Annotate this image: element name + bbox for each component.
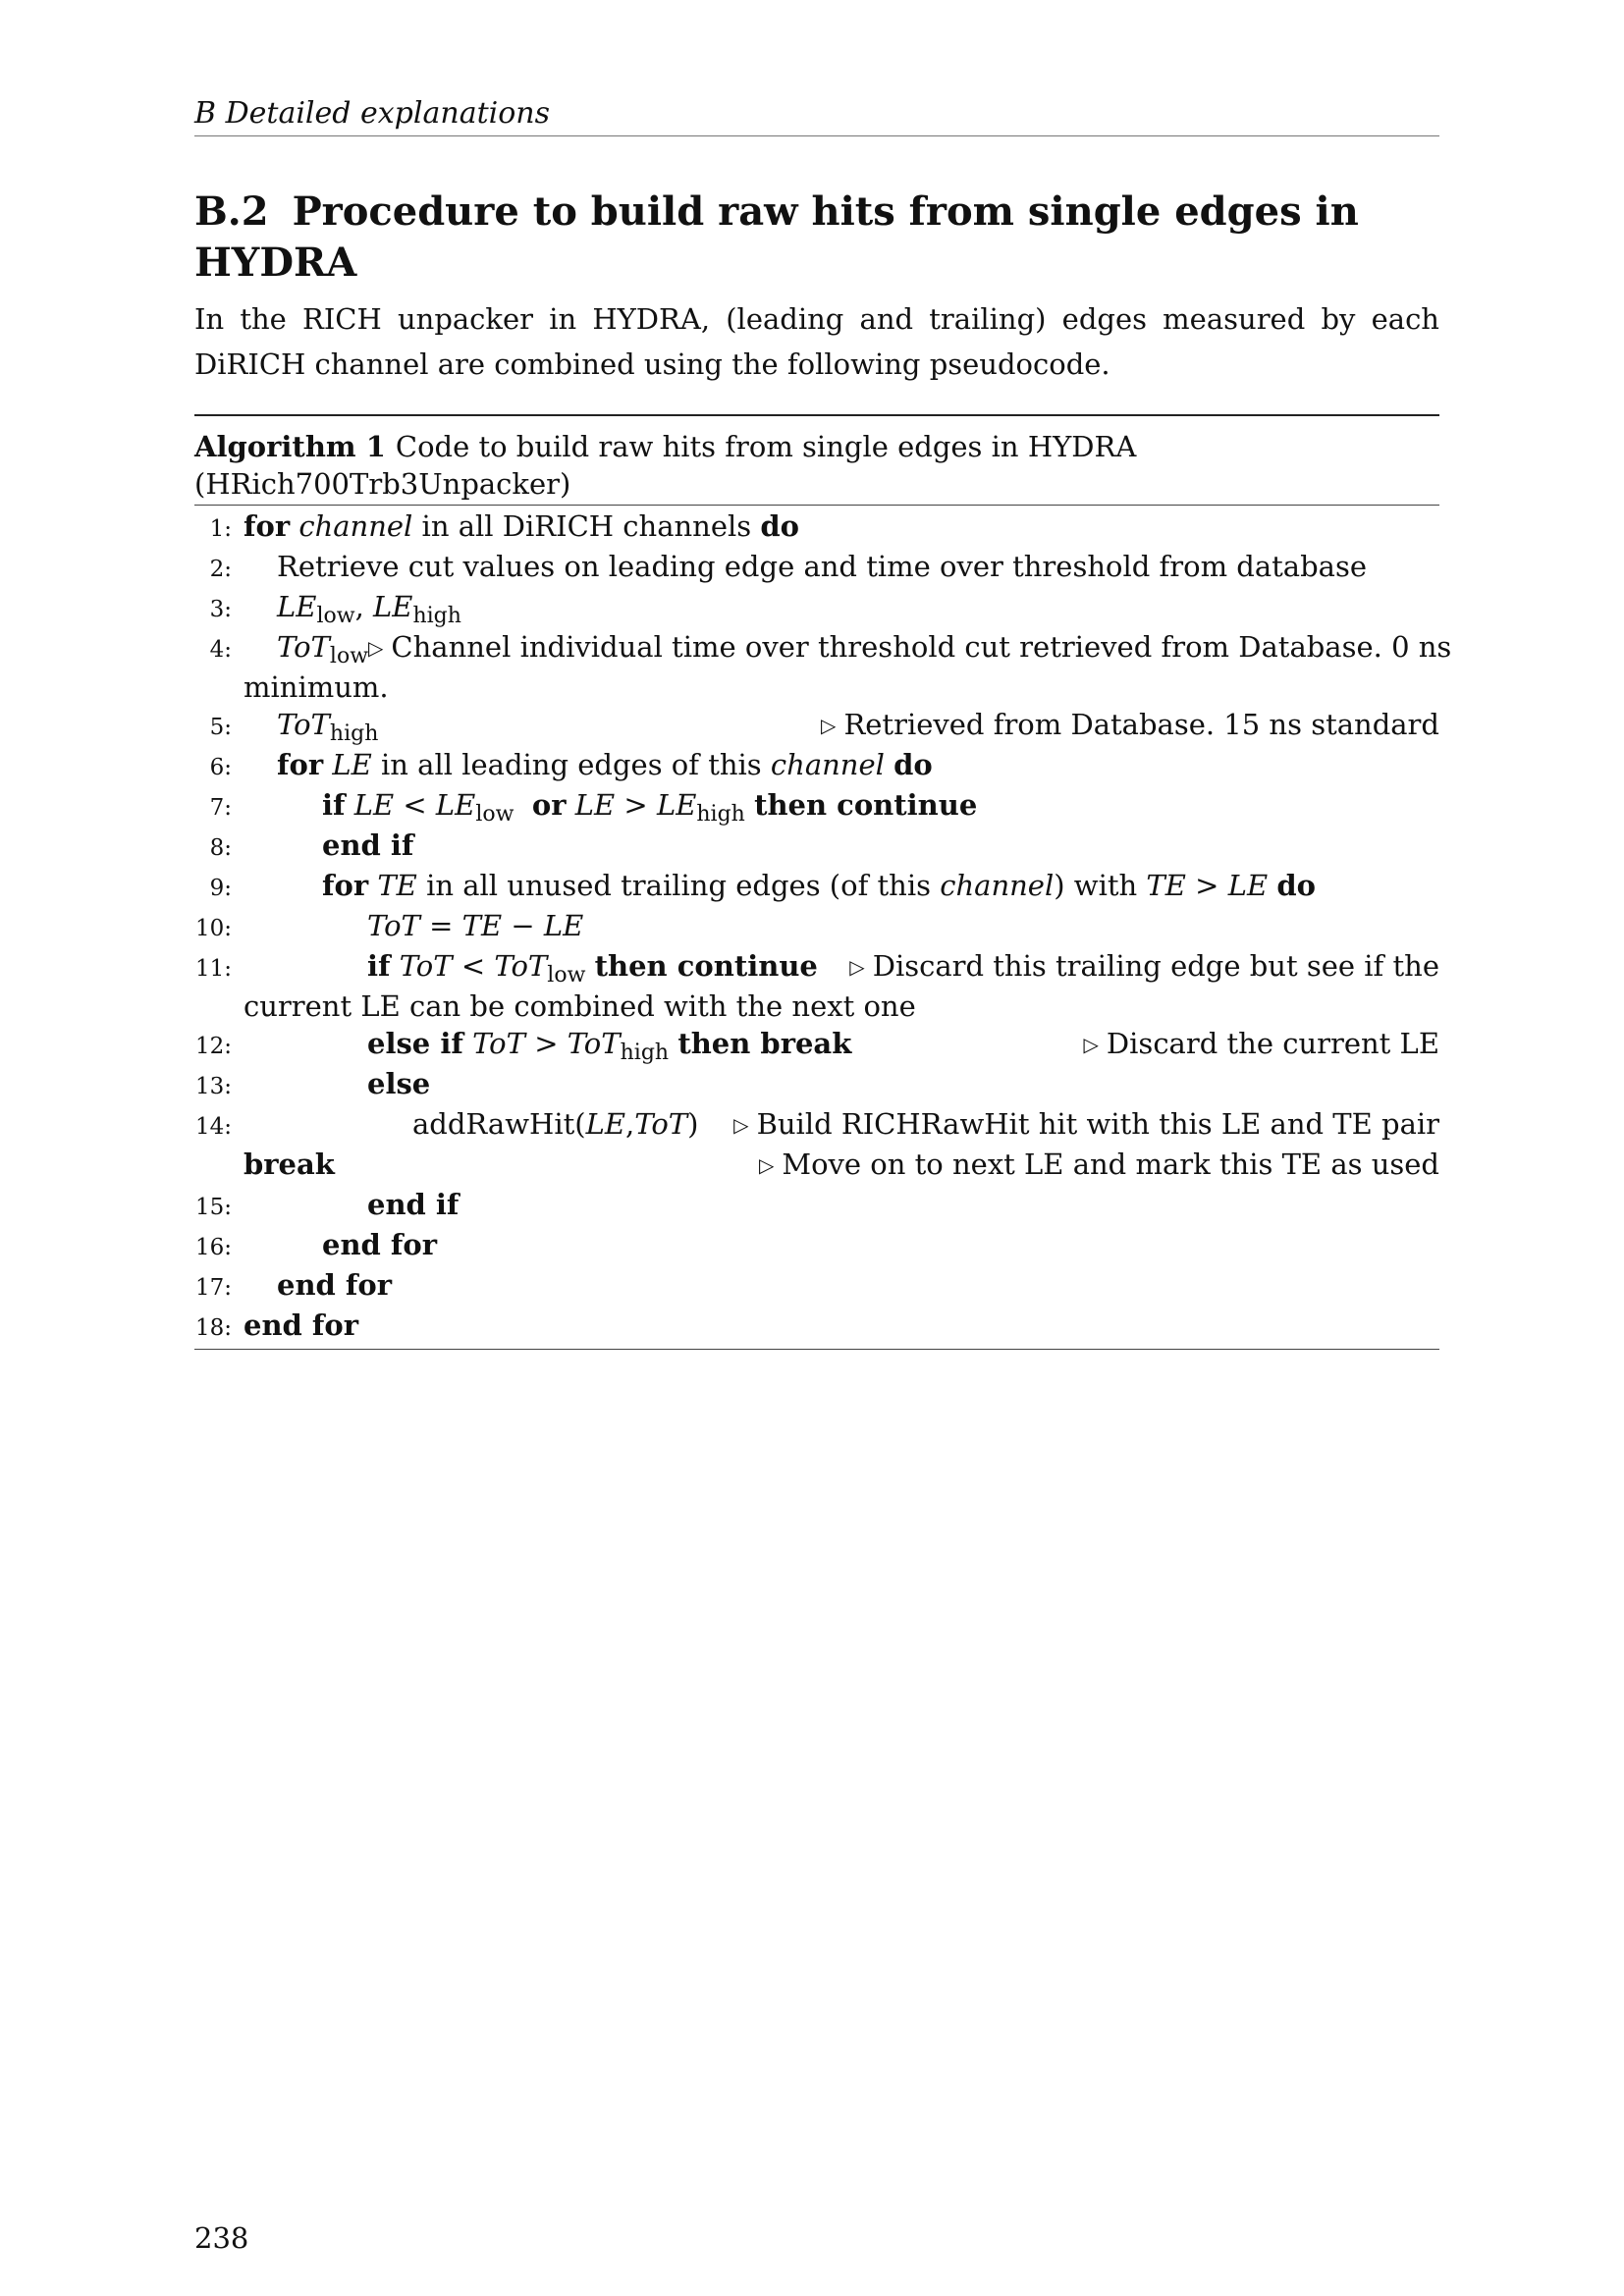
algorithm-line (194, 947, 1439, 988)
intro-paragraph: In the RICH unpacker in HYDRA, (leading and trailing) edges measured by each DiRICH channel are combined using the following pseudocode. (194, 302, 1439, 381)
keyword-then-continue: then continue (754, 788, 978, 822)
op-gt: > (623, 788, 648, 822)
keyword-end-for: end for (322, 1228, 438, 1261)
line-number: 13: (194, 1074, 232, 1099)
op-minus: − (511, 909, 535, 942)
algorithm-caption-text: Code to build raw hits from single edges in HYDRA (HRich700Trb3Unpacker) (194, 430, 1137, 501)
line-number: 14: (194, 1114, 232, 1140)
var-tot: ToT (277, 708, 330, 741)
keyword-else: else (367, 1067, 431, 1100)
algorithm-line (194, 1065, 1439, 1105)
subscript-high: high (412, 604, 461, 628)
var-le: LE (373, 590, 413, 623)
line-number: 2: (209, 557, 232, 582)
algorithm-box (194, 414, 1452, 1350)
close-paren: ) (687, 1107, 699, 1141)
keyword-or: or (531, 788, 567, 822)
var-le: LE (574, 788, 616, 822)
var-le: LE (277, 590, 317, 623)
line-text: Retrieve cut values on leading edge and time over threshold from database (277, 550, 1367, 583)
keyword-else-if: else if (367, 1027, 463, 1060)
line-text: in all leading edges of this (380, 748, 762, 781)
var-le: LE (656, 788, 697, 822)
line-number: 1: (209, 516, 232, 542)
running-head: B Detailed explanations (194, 94, 1439, 136)
line-number: 8: (209, 835, 232, 861)
op-gt: > (1195, 869, 1219, 902)
algorithm-line (194, 827, 1439, 867)
line-number: 16: (194, 1235, 232, 1260)
keyword-do: do (1276, 869, 1316, 902)
keyword-do: do (893, 748, 933, 781)
var-channel: channel (298, 509, 413, 543)
algorithm-line (194, 1105, 1439, 1146)
var-channel: channel (770, 748, 885, 781)
line-continuation: current LE can be combined with the next one (244, 989, 916, 1023)
subscript-high: high (696, 802, 745, 827)
algorithm-line (194, 746, 1439, 786)
algorithm-line (194, 907, 1439, 947)
algorithm-line (194, 1307, 1439, 1347)
line-continuation (194, 1146, 1439, 1186)
keyword-end-if: end if (322, 828, 414, 862)
line-number: 11: (194, 956, 232, 982)
keyword-for: for (244, 509, 291, 543)
comment: ▷ Build RICHRawHit hit with this LE and TE pair (733, 1107, 1439, 1141)
keyword-then-break: then break (677, 1027, 852, 1060)
algorithm-line (194, 548, 1439, 588)
line-number: 3: (209, 597, 232, 622)
subscript-high: high (620, 1041, 670, 1065)
section-title (194, 187, 1439, 289)
line-number: 4: (209, 637, 232, 663)
algorithm-caption (194, 416, 1439, 506)
comment-triangle-icon: ▷ (849, 955, 865, 979)
algorithm-line (194, 628, 1452, 668)
line-continuation: minimum. (244, 670, 389, 704)
var-tot: ToT (494, 949, 548, 983)
line-text: in all DiRICH channels (421, 509, 752, 543)
line-number: 10: (194, 916, 232, 941)
var-le: LE (1227, 869, 1269, 902)
section-title-text: Procedure to build raw hits from single edges in HYDRA (194, 188, 1359, 286)
comment: ▷ Discard this trailing edge but see if the (849, 949, 1439, 983)
var-tot: ToT (472, 1027, 525, 1060)
line-number: 12: (194, 1034, 232, 1059)
subscript-low: low (475, 802, 514, 827)
var-le: LE (353, 788, 395, 822)
subscript-high: high (329, 721, 379, 746)
algorithm-line (194, 1025, 1439, 1065)
keyword-if: if (367, 949, 391, 983)
subscript-low: low (316, 604, 355, 628)
comment-triangle-icon: ▷ (368, 636, 384, 660)
var-tot: ToT (399, 949, 453, 983)
algorithm-body (194, 506, 1452, 1349)
algorithm-line (194, 507, 1439, 548)
op-eq: = (429, 909, 454, 942)
comment-triangle-icon: ▷ (821, 714, 837, 737)
comma: , (354, 590, 364, 623)
comma: , (625, 1107, 635, 1141)
var-te: TE (1146, 869, 1186, 902)
line-number: 18: (194, 1315, 232, 1341)
subscript-low: low (329, 644, 369, 668)
line-number: 9: (209, 876, 232, 901)
var-te: TE (377, 869, 417, 902)
page-number: 238 (194, 2221, 249, 2255)
line-text: in all unused trailing edges (of this (426, 869, 932, 902)
comment-triangle-icon: ▷ (733, 1113, 749, 1137)
op-lt: < (460, 949, 486, 983)
var-te: TE (461, 909, 503, 942)
algorithm-line (194, 867, 1439, 907)
line-number: 17: (194, 1275, 232, 1301)
function-add-raw-hit: addRawHit( (412, 1107, 586, 1141)
line-number: 6: (209, 755, 232, 780)
comment: ▷ Discard the current LE (1083, 1027, 1439, 1060)
comment-triangle-icon: ▷ (1083, 1033, 1099, 1056)
var-tot: ToT (367, 909, 420, 942)
algorithm-line (194, 706, 1439, 746)
keyword-end-for: end for (244, 1308, 359, 1342)
keyword-for: for (322, 869, 369, 902)
keyword-end-if: end if (367, 1188, 460, 1221)
comment-triangle-icon: ▷ (758, 1153, 775, 1177)
algorithm-line (194, 1226, 1439, 1266)
comment: ▷ Move on to next LE and mark this TE as used (758, 1148, 1439, 1181)
line-number: 15: (194, 1195, 232, 1220)
line-number: 7: (209, 795, 232, 821)
var-tot: ToT (567, 1027, 621, 1060)
line-number: 5: (209, 715, 232, 740)
var-le: LE (543, 909, 584, 942)
algorithm-line (194, 786, 1439, 827)
var-le: LE (585, 1107, 626, 1141)
keyword-for: for (277, 748, 324, 781)
algorithm-line (194, 1186, 1439, 1226)
algorithm-label: Algorithm 1 (194, 430, 386, 463)
section-number: B.2 (194, 188, 269, 235)
algorithm-line (194, 588, 1439, 628)
comment: ▷ Retrieved from Database. 15 ns standard (821, 708, 1439, 741)
subscript-low: low (547, 963, 586, 988)
line-text: ) with (1054, 869, 1138, 902)
var-tot: ToT (277, 630, 330, 664)
keyword-do: do (760, 509, 800, 543)
keyword-end-for: end for (277, 1268, 393, 1302)
op-gt: > (534, 1027, 559, 1060)
keyword-break: break (244, 1148, 335, 1181)
keyword-if: if (322, 788, 346, 822)
var-le: LE (435, 788, 476, 822)
keyword-then-continue: then continue (594, 949, 818, 983)
algorithm-line (194, 1266, 1439, 1307)
op-lt: < (403, 788, 427, 822)
comment: ▷ Channel individual time over threshold cut retrieved from Database. 0 ns (368, 630, 1452, 664)
var-channel: channel (940, 869, 1055, 902)
var-tot: ToT (634, 1107, 688, 1141)
var-le: LE (332, 748, 372, 781)
